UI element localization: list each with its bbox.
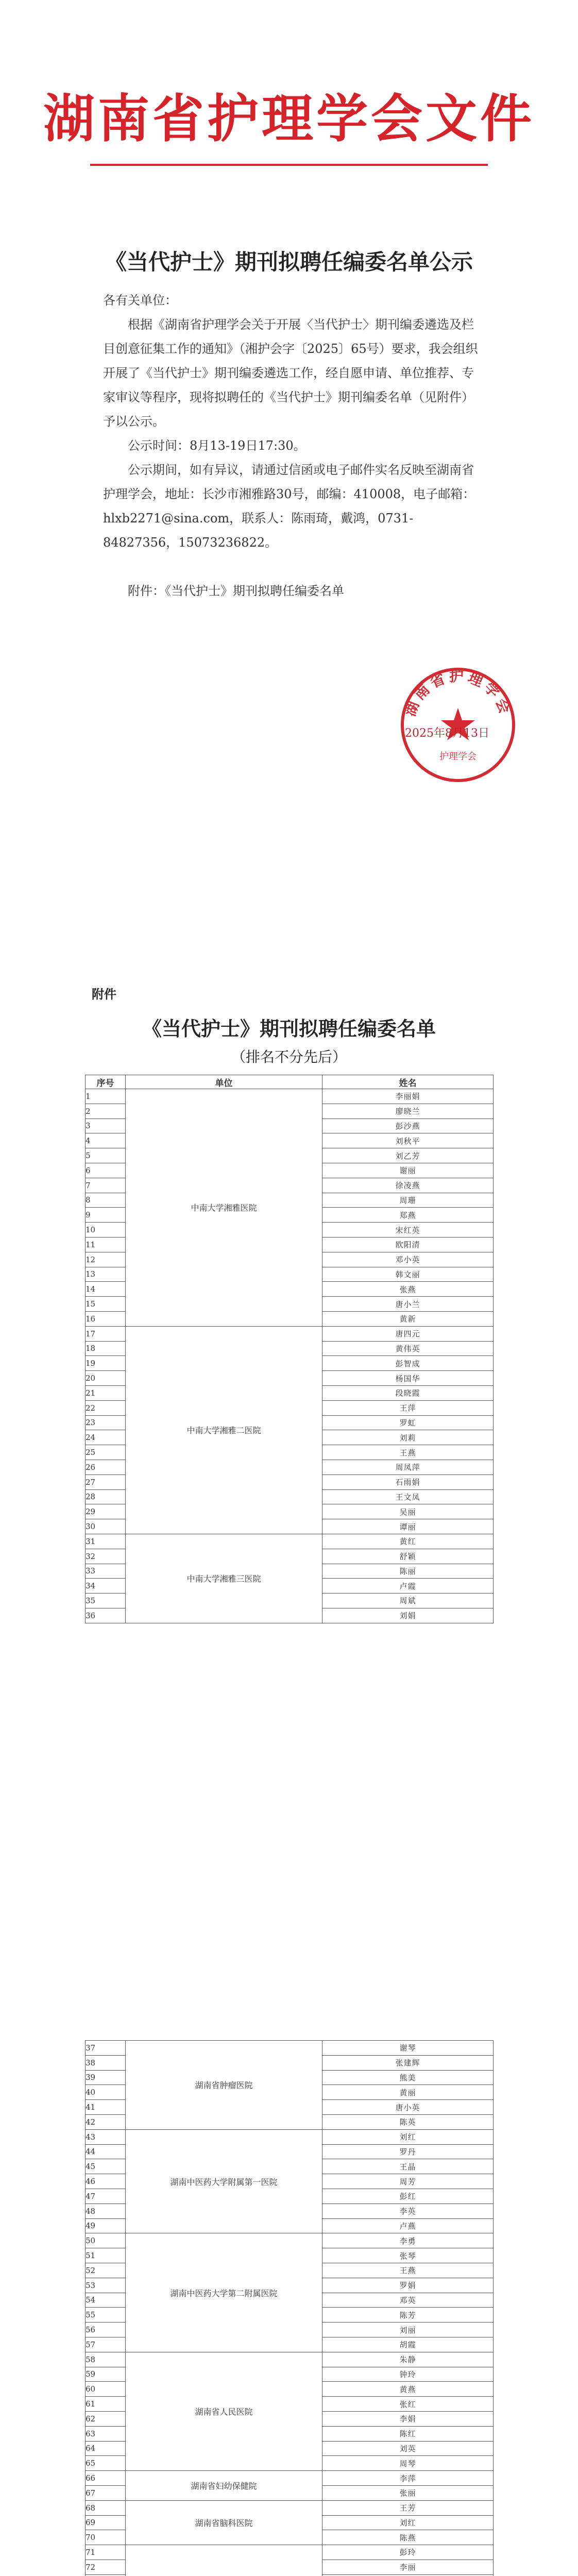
annex-title: 《当代护士》期刊拟聘任编委名单 <box>142 1017 436 1040</box>
member-name: 黄丽 <box>322 2085 494 2100</box>
member-name: 陈芳 <box>322 2308 494 2323</box>
row-number: 17 <box>86 1326 126 1341</box>
member-name: 杨国华 <box>322 1371 494 1386</box>
spacer <box>103 555 479 579</box>
row-number: 36 <box>86 1608 126 1623</box>
member-name: 王文凤 <box>322 1489 494 1504</box>
row-number: 71 <box>86 2545 126 2560</box>
table-row <box>86 2233 494 2248</box>
unit-cell: 湖南省脑科医院 <box>126 2500 322 2545</box>
notice-paragraph: 根据《湖南省护理学会关于开展〈当代护士〉期刊编委遴选及栏目创意征集工作的通知》（湘护会字〔2025〕65号）要求，我会组织开展了《当代护士》期刊编委遴选工作，经自愿申请、单位推荐、专家审议等程序，现将拟聘任的《当代护士》期刊编委名单（见附件）予以公示。 <box>103 317 478 429</box>
row-number: 22 <box>86 1400 126 1415</box>
header-name: 姓名 <box>322 1075 494 1089</box>
row-number: 34 <box>86 1579 126 1594</box>
member-name: 张燕 <box>322 1282 494 1297</box>
row-number: 12 <box>86 1252 126 1267</box>
row-number: 5 <box>86 1148 126 1163</box>
member-name: 郑燕 <box>322 1208 494 1223</box>
row-number: 42 <box>86 2114 126 2129</box>
member-name: 李英 <box>322 2204 494 2218</box>
member-name: 王燕 <box>322 1445 494 1460</box>
table-row <box>86 2471 494 2486</box>
member-name: 谢琴 <box>322 2041 494 2056</box>
notice-paragraph: 公示时间：8月13-19日17:30。 <box>128 438 306 453</box>
member-name: 李勇 <box>322 2233 494 2248</box>
unit-cell: 湖南省肿瘤医院 <box>126 2041 322 2130</box>
member-name: 陈燕 <box>322 2530 494 2545</box>
member-name: 朱静 <box>322 2352 494 2367</box>
row-number: 66 <box>86 2471 126 2486</box>
table-row <box>86 1089 494 1104</box>
member-name: 陈红 <box>322 2426 494 2441</box>
unit-cell: 湖南中医药大学附属第一医院 <box>126 2129 322 2233</box>
member-name: 刘红 <box>322 2515 494 2530</box>
member-name: 张红 <box>322 2397 494 2412</box>
svg-text:护理学会: 护理学会 <box>439 751 477 762</box>
table-row <box>86 2352 494 2367</box>
member-name: 罗娟 <box>322 2278 494 2293</box>
member-name: 刘红 <box>322 2129 494 2144</box>
member-name: 王萍 <box>322 1400 494 1415</box>
row-number: 68 <box>86 2500 126 2515</box>
member-name: 廖晓兰 <box>322 1104 494 1118</box>
member-name: 王燕 <box>322 2263 494 2278</box>
table-header-row <box>86 1075 494 1089</box>
row-number: 13 <box>86 1267 126 1282</box>
row-number: 7 <box>86 1178 126 1193</box>
member-name: 罗丹 <box>322 2144 494 2159</box>
row-number: 15 <box>86 1297 126 1312</box>
row-number: 47 <box>86 2189 126 2204</box>
row-number: 39 <box>86 2070 126 2085</box>
table-row <box>86 2500 494 2515</box>
row-number: 61 <box>86 2397 126 2412</box>
row-number: 70 <box>86 2530 126 2545</box>
row-number: 11 <box>86 1237 126 1252</box>
row-number: 1 <box>86 1089 126 1104</box>
member-name: 刘秋平 <box>322 1133 494 1148</box>
notice-attachment: 附件：《当代护士》期刊拟聘任编委名单 <box>128 584 344 598</box>
member-name: 张琴 <box>322 2248 494 2263</box>
member-name: 刘乙芳 <box>322 1148 494 1163</box>
member-name: 刘莉 <box>322 1430 494 1445</box>
member-name: 熊美 <box>322 2070 494 2085</box>
member-name: 陈丽 <box>322 1564 494 1579</box>
member-name: 陈英 <box>322 2114 494 2129</box>
member-name: 黄燕 <box>322 2382 494 2397</box>
row-number: 56 <box>86 2323 126 2337</box>
row-number: 72 <box>86 2560 126 2574</box>
row-number: 6 <box>86 1163 126 1178</box>
row-number: 64 <box>86 2441 126 2456</box>
row-number: 65 <box>86 2456 126 2471</box>
member-name: 彭沙燕 <box>322 1118 494 1133</box>
row-number: 3 <box>86 1118 126 1133</box>
member-name: 卢燕 <box>322 2218 494 2233</box>
row-number: 2 <box>86 1104 126 1118</box>
header-unit: 单位 <box>126 1075 322 1089</box>
member-name: 欧阳清 <box>322 1237 494 1252</box>
notice-title: 《当代护士》期刊拟聘任编委名单公示 <box>105 249 473 275</box>
member-name: 钟玲 <box>322 2367 494 2382</box>
row-number: 19 <box>86 1356 126 1371</box>
member-name: 周珊 <box>322 1193 494 1208</box>
member-name: 王芳 <box>322 2500 494 2515</box>
member-name: 邓小英 <box>322 1252 494 1267</box>
row-number: 63 <box>86 2426 126 2441</box>
row-number: 41 <box>86 2100 126 2115</box>
row-number: 67 <box>86 2485 126 2500</box>
letterhead-divider <box>90 164 488 166</box>
table-row <box>86 1326 494 1341</box>
member-name: 罗虹 <box>322 1415 494 1430</box>
member-name: 刘娟 <box>322 1608 494 1623</box>
member-name: 周凤萍 <box>322 1460 494 1475</box>
member-name: 彭智成 <box>322 1356 494 1371</box>
member-name: 韩文丽 <box>322 1267 494 1282</box>
member-name: 宋红英 <box>322 1223 494 1238</box>
row-number: 69 <box>86 2515 126 2530</box>
unit-cell: 中南大学湘雅三医院 <box>126 1534 322 1623</box>
row-number: 37 <box>86 2041 126 2056</box>
row-number: 8 <box>86 1193 126 1208</box>
row-number: 16 <box>86 1311 126 1326</box>
member-name: 舒颖 <box>322 1549 494 1564</box>
row-number: 9 <box>86 1208 126 1223</box>
row-number: 26 <box>86 1460 126 1475</box>
row-number: 31 <box>86 1534 126 1549</box>
member-name: 张丽 <box>322 2485 494 2500</box>
row-number: 30 <box>86 1519 126 1534</box>
member-name: 唐四元 <box>322 1326 494 1341</box>
member-name: 李萍 <box>322 2471 494 2486</box>
row-number: 10 <box>86 1223 126 1238</box>
notice-date: 2025年8月13日 <box>405 727 489 740</box>
unit-cell: 湖南中医药大学第二附属医院 <box>126 2233 322 2352</box>
row-number: 4 <box>86 1133 126 1148</box>
member-name: 唐小兰 <box>322 1297 494 1312</box>
row-number: 28 <box>86 1489 126 1504</box>
row-number: 57 <box>86 2337 126 2352</box>
row-number: 54 <box>86 2293 126 2308</box>
letterhead: 湖南省护理学会文件 <box>43 88 535 149</box>
row-number: 59 <box>86 2367 126 2382</box>
member-name: 段晓霞 <box>322 1385 494 1400</box>
row-number: 55 <box>86 2308 126 2323</box>
member-name: 胡霞 <box>322 2337 494 2352</box>
annex-label: 附件 <box>92 987 116 1002</box>
member-name: 唐小英 <box>322 2100 494 2115</box>
member-name: 李丽 <box>322 2560 494 2574</box>
table-row <box>86 2129 494 2144</box>
row-number: 40 <box>86 2085 126 2100</box>
svg-text:湖南省护理学会: 湖南省护理学会 <box>401 668 515 719</box>
member-name: 黄伟英 <box>322 1341 494 1356</box>
row-number: 46 <box>86 2174 126 2189</box>
row-number: 27 <box>86 1475 126 1489</box>
member-name: 黄新 <box>322 1311 494 1326</box>
member-name: 石雨娟 <box>322 1475 494 1489</box>
row-number: 38 <box>86 2055 126 2070</box>
member-name: 李娟 <box>322 2411 494 2426</box>
header-no: 序号 <box>86 1075 126 1089</box>
table-row <box>86 1534 494 1549</box>
member-name: 谭丽 <box>322 1519 494 1534</box>
member-name: 周琴 <box>322 2456 494 2471</box>
row-number: 25 <box>86 1445 126 1460</box>
row-number: 52 <box>86 2263 126 2278</box>
roster-table-1 <box>85 1075 494 1623</box>
row-number: 62 <box>86 2411 126 2426</box>
member-name: 谢丽 <box>322 1163 494 1178</box>
row-number: 21 <box>86 1385 126 1400</box>
unit-cell: 湖南省人民医院 <box>126 2352 322 2470</box>
member-name: 周斌 <box>322 1594 494 1608</box>
table-row <box>86 2041 494 2056</box>
table-row <box>86 2545 494 2560</box>
member-name: 李丽娟 <box>322 1089 494 1104</box>
member-name: 刘英 <box>322 2441 494 2456</box>
unit-cell: 中南大学湘雅医院 <box>126 1089 322 1327</box>
row-number: 33 <box>86 1564 126 1579</box>
roster-table-2 <box>85 2040 494 2576</box>
member-name: 黄红 <box>322 1534 494 1549</box>
member-name: 邓英 <box>322 2293 494 2308</box>
row-number: 58 <box>86 2352 126 2367</box>
row-number: 44 <box>86 2144 126 2159</box>
member-name: 徐凌燕 <box>322 1178 494 1193</box>
row-number: 23 <box>86 1415 126 1430</box>
member-name: 卢霞 <box>322 1579 494 1594</box>
notice-page <box>0 0 578 814</box>
row-number: 20 <box>86 1371 126 1386</box>
member-name: 张建辉 <box>322 2055 494 2070</box>
member-name: 周芳 <box>322 2174 494 2189</box>
annex-subtitle: （排名不分先后） <box>231 1048 347 1065</box>
row-number: 35 <box>86 1594 126 1608</box>
member-name: 王晶 <box>322 2159 494 2174</box>
row-number: 14 <box>86 1282 126 1297</box>
row-number: 60 <box>86 2382 126 2397</box>
member-name: 吴丽 <box>322 1504 494 1519</box>
row-number: 49 <box>86 2218 126 2233</box>
greeting: 各有关单位： <box>103 293 177 308</box>
unit-cell <box>126 2545 322 2576</box>
notice-body <box>103 289 479 603</box>
notice-paragraph: 公示期间，如有异议，请通过信函或电子邮件实名反映至湖南省护理学会，地址：长沙市湘雅路30号，邮编：410008，电子邮箱：hlxb2271@sina.com，联系人：陈雨琦，戴鸿，0731-84827356，15073236822。 <box>103 463 475 550</box>
row-number: 45 <box>86 2159 126 2174</box>
row-number: 51 <box>86 2248 126 2263</box>
row-number: 32 <box>86 1549 126 1564</box>
member-name: 刘丽 <box>322 2323 494 2337</box>
unit-cell: 中南大学湘雅二医院 <box>126 1326 322 1534</box>
row-number: 53 <box>86 2278 126 2293</box>
row-number: 29 <box>86 1504 126 1519</box>
row-number: 43 <box>86 2129 126 2144</box>
member-name: 彭玲 <box>322 2545 494 2560</box>
row-number: 24 <box>86 1430 126 1445</box>
unit-cell: 湖南省妇幼保健院 <box>126 2471 322 2501</box>
row-number: 50 <box>86 2233 126 2248</box>
member-name: 彭红 <box>322 2189 494 2204</box>
row-number: 18 <box>86 1341 126 1356</box>
row-number: 48 <box>86 2204 126 2218</box>
